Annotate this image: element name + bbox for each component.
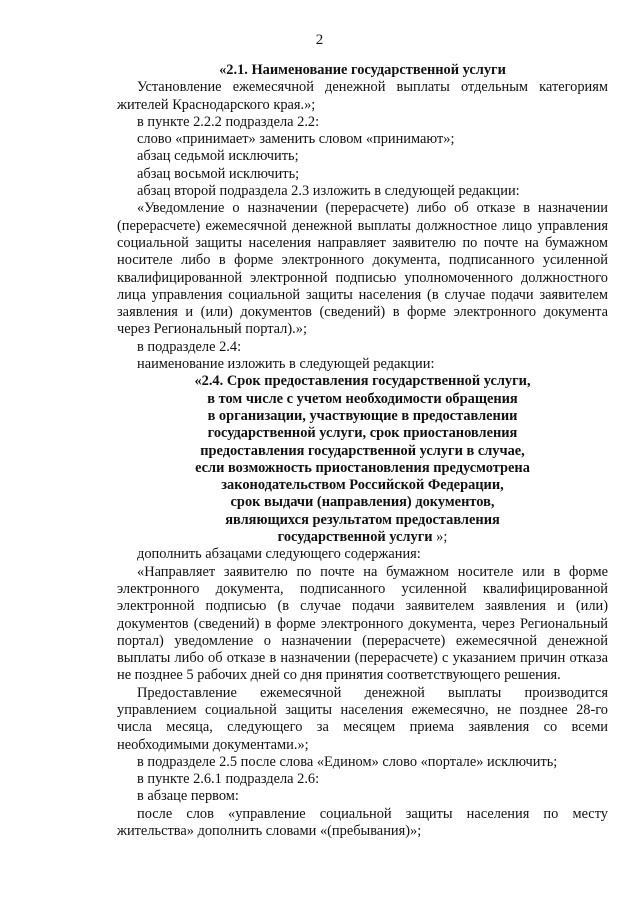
heading-line: если возможность приостановления предусмотрена — [195, 459, 530, 476]
heading-line: являющихся результатом предоставления — [225, 511, 500, 528]
instruction-line: слово «принимает» заменить словом «принимают»; — [137, 131, 455, 148]
heading-line: в организации, участвующие в предоставлении — [207, 407, 518, 424]
instruction-line: дополнить абзацами следующего содержания: — [137, 546, 421, 563]
section-2-4-heading — [117, 373, 608, 546]
heading-line: срок выдачи (направления) документов, — [230, 494, 495, 511]
instruction-line: в подразделе 2.4: — [137, 338, 242, 355]
heading-line: государственной услуги, срок приостановления — [207, 425, 518, 442]
instruction-line: абзац седьмой исключить; — [137, 148, 299, 165]
heading-closing: »; — [432, 529, 448, 546]
instruction-line: в подразделе 2.5 после слова «Едином» слово «портале» исключить; — [137, 753, 558, 770]
quoted-send-paragraph: «Направляет заявителю по почте на бумажном носителе или в форме электронного документа, подписанного усиленной квалифицированной электронной подписью (в случае подачи заявителем заявления и (или) документов (сведений) в форме электронного документа, через Региональный портал) уведомление о назначении (перерасчете) ежемесячной денежной выплаты либо об отказе в назначении (перерасчете) с указанием причин отказа не позднее 5 рабочих дней со дня принятия соответствующего решения. — [117, 563, 608, 684]
heading-line: государственной услуги — [277, 529, 433, 546]
instruction-line: в пункте 2.6.1 подраздела 2.6: — [137, 771, 320, 788]
instruction-line: абзац второй подраздела 2.3 изложить в следующей редакции: — [137, 183, 520, 200]
heading-line: законодательством Российской Федерации, — [221, 477, 504, 494]
section-2-1-text: Установление ежемесячной денежной выплаты отдельным категориям жителей Краснодарского края.»; — [117, 79, 608, 113]
heading-line: «2.4. Срок предоставления государственной услуги, — [194, 373, 531, 390]
quoted-payment-paragraph: Предоставление ежемесячной денежной выплаты производится управлением социальной защиты населения ежемесячно, не позднее 28-го числа месяца, следующего за месяцем приема заявления со всеми необходимыми документами.»; — [117, 684, 608, 753]
heading-last-line — [117, 529, 608, 546]
quoted-notice-paragraph: «Уведомление о назначении (перерасчете) либо об отказе в назначении (перерасчете) ежемесячной денежной выплаты должностное лицо управления социальной защиты населения направляет заявителю по почте на бумажном носителе либо в форме электронного документа, подписанного усиленной квалифицированной электронной подписью уполномоченного должностного лица управления социальной защиты населения (в случае подачи заявителем заявления и (или) документов (сведений) в форме электронного документа через Региональный портал).»; — [117, 200, 608, 338]
instruction-line: наименование изложить в следующей редакции: — [137, 356, 435, 373]
document-body — [117, 62, 608, 840]
final-instruction-paragraph: после слов «управление социальной защиты населения по месту жительства» дополнить словами «(пребывания)»; — [117, 805, 608, 840]
instruction-line: в пункте 2.2.2 подраздела 2.2: — [137, 113, 320, 130]
page-number: 2 — [315, 32, 324, 48]
instruction-line: абзац восьмой исключить; — [137, 165, 300, 182]
heading-line: предоставления государственной услуги в случае, — [200, 442, 525, 459]
heading-line: в том числе с учетом необходимости обращения — [207, 390, 518, 407]
section-2-1-heading: «2.1. Наименование государственной услуги — [219, 62, 506, 78]
instruction-line: в абзаце первом: — [137, 788, 239, 805]
